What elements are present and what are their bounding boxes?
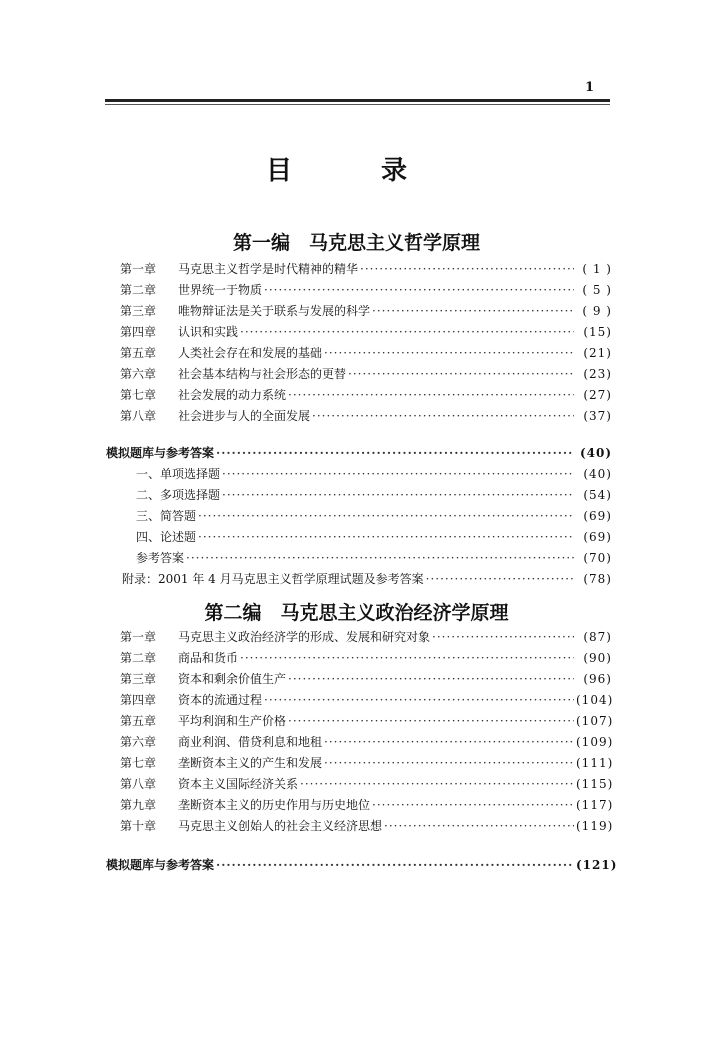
toc-entry[interactable] (120, 365, 612, 386)
chapter-title: 世界统一于物质 (178, 283, 263, 297)
chapter-number: 第六章 (120, 735, 157, 749)
part1-heading: 第一编 马克思主义哲学原理 (232, 232, 480, 254)
chapter-number: 第六章 (120, 367, 157, 381)
page-ref: (69) (583, 509, 612, 523)
part1-question-bank (106, 444, 612, 591)
leader-dots (222, 488, 574, 502)
part1-chapter-list (120, 260, 612, 428)
chapter-number: 第一章 (120, 630, 157, 644)
leader-dots (288, 388, 574, 402)
chapter-title: 马克思主义创始人的社会主义经济思想 (178, 819, 383, 833)
chapter-number: 第五章 (120, 714, 157, 728)
chapter-number: 第四章 (120, 325, 157, 339)
section-title: 模拟题库与参考答案 (106, 446, 215, 460)
page-ref: (115) (576, 777, 614, 791)
leader-dots (288, 672, 574, 686)
leader-dots (300, 777, 574, 791)
leader-dots (372, 304, 574, 318)
chapter-title: 垄断资本主义的历史作用与历史地位 (178, 798, 371, 812)
toc-entry[interactable] (120, 323, 612, 344)
page-ref: (40) (583, 467, 612, 481)
page-ref: (119) (576, 819, 614, 833)
page-ref: ( 5 ) (582, 283, 612, 297)
chapter-number: 第八章 (120, 409, 157, 423)
toc-entry[interactable] (120, 817, 612, 838)
leader-dots (426, 572, 574, 586)
chapter-number: 第九章 (120, 798, 157, 812)
chapter-number: 第七章 (120, 388, 157, 402)
page-ref: (69) (583, 530, 612, 544)
header-rule (105, 99, 610, 102)
leader-dots (288, 714, 574, 728)
page-ref: (15) (583, 325, 612, 339)
header-rule-thin (105, 104, 610, 105)
appendix-title: 附录：2001 年 4 月马克思主义哲学原理试题及参考答案 (122, 572, 424, 586)
sub-item-title: 参考答案 (136, 551, 185, 565)
chapter-title: 马克思主义政治经济学的形成、发展和研究对象 (178, 630, 431, 644)
part2-chapter-list (120, 628, 612, 838)
chapter-number: 第十章 (120, 819, 157, 833)
leader-dots (264, 283, 574, 297)
leader-dots (348, 367, 574, 381)
page-ref: (107) (576, 714, 614, 728)
page-ref: (111) (576, 756, 614, 770)
toc-entry[interactable] (120, 260, 612, 281)
chapter-title: 平均利润和生产价格 (178, 714, 287, 728)
page-ref: (96) (583, 672, 612, 686)
page-number: 1 (585, 80, 595, 95)
toc-entry[interactable] (120, 386, 612, 407)
leader-dots (240, 651, 574, 665)
leader-dots (240, 325, 574, 339)
sub-item-title: 三、简答题 (136, 509, 197, 523)
page-ref: (54) (583, 488, 612, 502)
page-ref: (117) (576, 798, 614, 812)
toc-entry[interactable] (120, 628, 612, 649)
toc-entry-appendix[interactable] (106, 570, 612, 591)
chapter-number: 第一章 (120, 262, 157, 276)
chapter-title: 社会基本结构与社会形态的更替 (178, 367, 347, 381)
chapter-number: 第三章 (120, 304, 157, 318)
toc-entry[interactable] (120, 796, 612, 817)
toc-entry[interactable] (120, 754, 612, 775)
toc-entry[interactable] (120, 712, 612, 733)
chapter-title: 资本主义国际经济关系 (178, 777, 299, 791)
leader-dots (324, 735, 574, 749)
chapter-title: 人类社会存在和发展的基础 (178, 346, 323, 360)
leader-dots (432, 630, 574, 644)
leader-dots (384, 819, 574, 833)
sub-item-title: 一、单项选择题 (136, 467, 221, 481)
leader-dots (360, 262, 574, 276)
toc-entry[interactable] (106, 528, 612, 549)
chapter-number: 第八章 (120, 777, 157, 791)
sub-item-title: 四、论述题 (136, 530, 197, 544)
leader-dots (264, 693, 574, 707)
chapter-title: 商品和货币 (178, 651, 239, 665)
page-ref: (121) (576, 858, 618, 872)
leader-dots (372, 798, 574, 812)
leader-dots (198, 509, 574, 523)
page-ref: (109) (576, 735, 614, 749)
toc-entry[interactable] (120, 733, 612, 754)
chapter-title: 马克思主义哲学是时代精神的精华 (178, 262, 359, 276)
chapter-number: 第三章 (120, 672, 157, 686)
page-ref: (40) (579, 446, 612, 460)
chapter-title: 社会发展的动力系统 (178, 388, 287, 402)
toc-entry-question-bank[interactable] (106, 444, 612, 465)
part2-heading: 第二编 马克思主义政治经济学原理 (204, 602, 509, 624)
chapter-number: 第四章 (120, 693, 157, 707)
sub-item-title: 二、多项选择题 (136, 488, 221, 502)
chapter-number: 第二章 (120, 283, 157, 297)
leader-dots (216, 858, 574, 872)
toc-entry[interactable] (120, 281, 612, 302)
chapter-number: 第二章 (120, 651, 157, 665)
toc-entry[interactable] (120, 407, 612, 428)
page-ref: ( 1 ) (582, 262, 612, 276)
page-ref: (70) (583, 551, 612, 565)
toc-entry[interactable] (120, 302, 612, 323)
toc-entry[interactable] (120, 670, 612, 691)
toc-entry-question-bank[interactable] (106, 856, 618, 877)
toc-entry[interactable] (106, 549, 612, 570)
chapter-title: 资本和剩余价值生产 (178, 672, 287, 686)
section-title: 模拟题库与参考答案 (106, 858, 215, 872)
part2-question-bank (106, 856, 618, 877)
page-ref: (21) (583, 346, 612, 360)
chapter-number: 第七章 (120, 756, 157, 770)
toc-entry[interactable] (106, 486, 612, 507)
chapter-title: 商业利润、借贷利息和地租 (178, 735, 323, 749)
chapter-title: 唯物辩证法是关于联系与发展的科学 (178, 304, 371, 318)
leader-dots (222, 467, 574, 481)
toc-entry[interactable] (106, 507, 612, 528)
toc-entry[interactable] (120, 649, 612, 670)
toc-entry[interactable] (120, 691, 612, 712)
toc-entry[interactable] (106, 465, 612, 486)
chapter-title: 垄断资本主义的产生和发展 (178, 756, 323, 770)
leader-dots (198, 530, 574, 544)
page-ref: (90) (583, 651, 612, 665)
toc-entry[interactable] (120, 344, 612, 365)
page-ref: (78) (583, 572, 612, 586)
leader-dots (312, 409, 574, 423)
chapter-number: 第五章 (120, 346, 157, 360)
page-ref: (37) (583, 409, 612, 423)
page-ref: (104) (576, 693, 614, 707)
page-ref: ( 9 ) (582, 304, 612, 318)
chapter-title: 认识和实践 (178, 325, 239, 339)
leader-dots (186, 551, 574, 565)
leader-dots (216, 446, 574, 460)
page-title: 目 录 (265, 156, 448, 186)
toc-entry[interactable] (120, 775, 612, 796)
chapter-title: 资本的流通过程 (178, 693, 263, 707)
page-ref: (87) (583, 630, 612, 644)
leader-dots (324, 346, 574, 360)
page-ref: (23) (583, 367, 612, 381)
leader-dots (324, 756, 574, 770)
chapter-title: 社会进步与人的全面发展 (178, 409, 311, 423)
page-ref: (27) (583, 388, 612, 402)
